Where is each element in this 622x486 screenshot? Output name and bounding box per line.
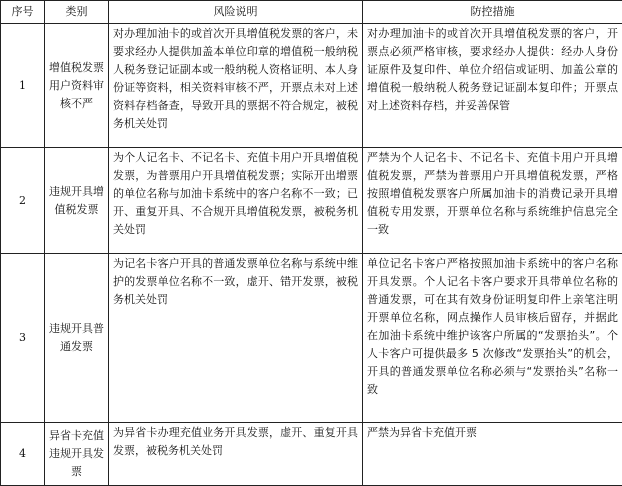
row-risk-text: 为个人记名卡、不记名卡、充值卡用户开具增值税发票，为普票用户开具增值税发票；实际开出增票的单位名称与加油卡系统中的客户名称不一致；已开、重复开具、不合规开具增值税发票，被税务机关处罚	[113, 151, 358, 237]
row-number: 2	[1, 148, 45, 254]
row-category: 违规开具增值税发票	[45, 148, 109, 254]
table-row	[1, 422, 622, 485]
row-number: 4	[1, 422, 45, 485]
row-control	[363, 24, 622, 148]
row-category: 增值税发票用户资料审核不严	[45, 24, 109, 148]
row-risk	[109, 253, 363, 422]
row-control	[363, 422, 622, 485]
row-risk-text: 为记名卡客户开具的普通发票单位名称与系统中维护的发票单位名称不一致，虚开、错开发票，被税务机关处罚	[113, 256, 358, 306]
row-category: 违规开具普通发票	[45, 253, 109, 422]
row-control-text: 单位记名卡客户严格按照加油卡系统中的客户名称开具发票。个人记名卡客户要求开具带单位名称的普通发票，可在其有效身份证明复印件上亲笔注明开票单位名称，网点操作人员审核后留存，并据此在加油卡系统中维护该客户所属的“发票抬头”。个人卡客户可提供最多 5 次修改“发票抬头”的机会，开具的普通发票单位名称必须与“发票抬头”名称一致	[367, 256, 618, 396]
table-header-row	[1, 1, 622, 24]
row-control-text: 对办理加油卡的或首次开具增值税发票的客户，开票点必须严格审核，要求经办人提供：经办人身份证原件及复印件、单位介绍信或证明、加盖公章的增值税一般纳税人税务登记证副本复印件；开票点对上述资料存档，并妥善保管	[367, 27, 618, 112]
header-category: 类别	[45, 1, 109, 24]
table-row	[1, 148, 622, 254]
row-risk	[109, 422, 363, 485]
row-control	[363, 148, 622, 254]
header-num: 序号	[1, 1, 45, 24]
row-risk	[109, 148, 363, 254]
row-control	[363, 253, 622, 422]
row-risk-text: 对办理加油卡的或首次开具增值税发票的客户，未要求经办人提供加盖本单位印章的增值税一般纳税人税务登记证副本或一般纳税人资格证明、本人身份证等资料，相关资料审核不严，开票点未对上述资料存档备查，导致开具的票据不符合规定，被税务机关处罚	[113, 27, 358, 130]
row-number: 1	[1, 24, 45, 148]
row-risk	[109, 24, 363, 148]
row-category: 异省卡充值违规开具发票	[45, 422, 109, 485]
header-risk: 风险说明	[109, 1, 363, 24]
table-row	[1, 24, 622, 148]
row-number: 3	[1, 253, 45, 422]
row-control-text: 严禁为个人记名卡、不记名卡、充值卡用户开具增值税发票，严禁为普票用户开具增值税发票，严格按照增值税发票客户所属加油卡的消费记录开具增值税专用发票，开票单位名称与系统维护信息完全一致	[367, 151, 618, 237]
row-control-text: 严禁为异省卡充值开票	[367, 425, 477, 439]
header-control: 防控措施	[363, 1, 622, 24]
row-risk-text: 为异省卡办理充值业务开具发票，虚开、重复开具发票，被税务机关处罚	[113, 425, 358, 457]
table-row	[1, 253, 622, 422]
